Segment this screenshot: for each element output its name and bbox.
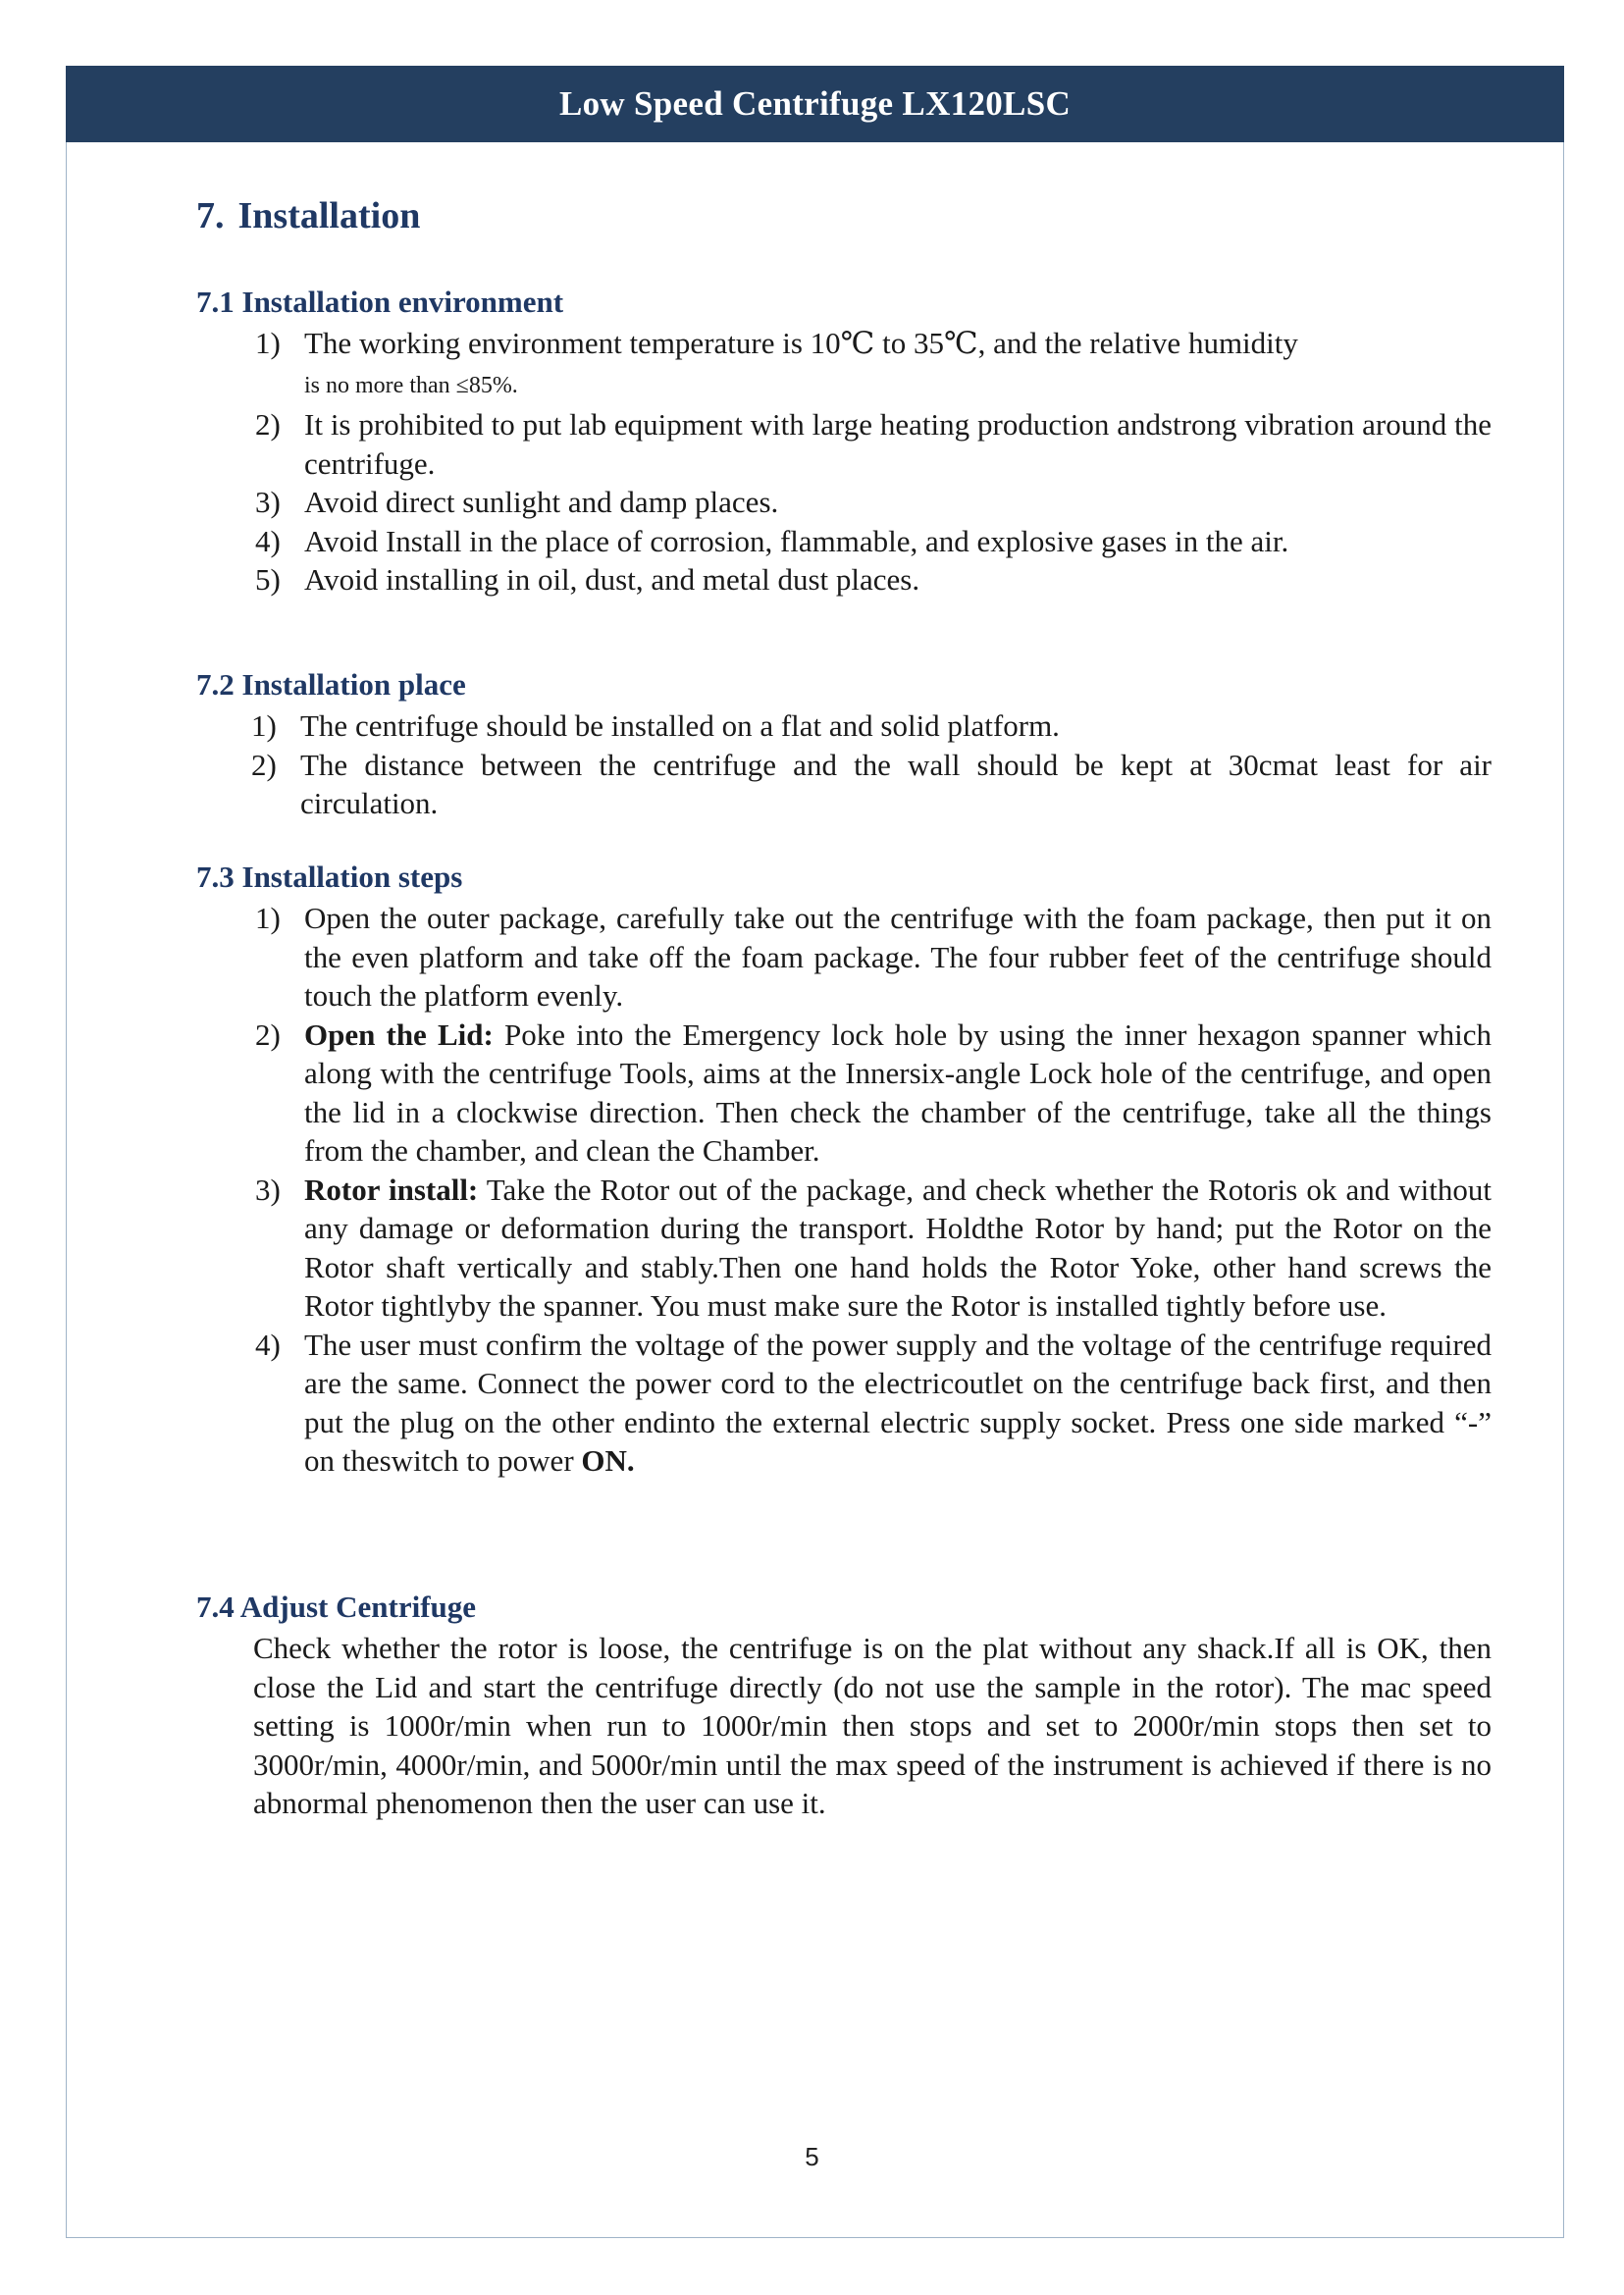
list-marker: 1) <box>255 326 281 360</box>
list-marker: 2) <box>255 1017 281 1052</box>
list-item <box>196 560 1492 600</box>
document-title: Low Speed Centrifuge LX120LSC <box>558 84 1072 123</box>
subsection-adjust-centrifuge <box>196 1590 1492 1823</box>
list-item-text: Avoid Install in the place of corrosion, flammable, and explosive gases in the air. <box>304 523 1289 558</box>
list-item <box>196 899 1492 1016</box>
subsection-title: 7.3 Installation steps <box>196 860 463 894</box>
list-item-text: Open the outer package, carefully take out the centrifuge with the foam package, then put it on the even platform and take off the foam package. The four rubber feet of the centrifuge should touch the platform evenly. <box>304 901 1492 1013</box>
list-item <box>196 706 1492 746</box>
place-list <box>196 706 1492 823</box>
list-item-note: is no more than ≤85%. <box>304 372 518 398</box>
list-item-text: The working environment temperature is 10℃ to 35℃, and the relative humidity <box>304 326 1298 360</box>
list-item <box>196 1016 1492 1171</box>
list-marker: 1) <box>255 901 281 935</box>
list-item-text: Poke into the Emergency lock hole by using the inner hexagon spanner which along with the centrifuge Tools, aims at the Innersix-angle Lock hole of the centrifuge, and open the lid in a clockwise direction. Then check the chamber of the centrifuge, take all the things from the chamber, and clean the Chamber. <box>304 1017 1492 1168</box>
steps-list <box>196 899 1492 1481</box>
list-item <box>196 483 1492 522</box>
list-marker: 2) <box>251 747 277 782</box>
list-item <box>196 746 1492 823</box>
list-item-text: The user must confirm the voltage of the power supply and the voltage of the centrifuge required are the same. Connect the power cord to the electricoutlet on the centrifuge back first, and then put the plug on the other endinto the external electric supply socket. Press one side marked “-” on theswitch to power <box>304 1327 1492 1478</box>
page-number: 5 <box>805 2142 819 2171</box>
adjust-paragraph: Check whether the rotor is loose, the centrifuge is on the plat without any shack.If all is OK, then close the Lid and start the centrifuge directly (do not use the sample in the rotor). The mac speed setting is 1000r/min when run to 1000r/min then stops and set to 2000r/min stops then set to 3000r/min, 4000r/min, and 5000r/min until the max speed of the instrument is achieved if there is no abnormal phenomenon then the user can use it. <box>253 1631 1492 1820</box>
subsection-installation-place <box>196 667 1492 823</box>
list-marker: 5) <box>255 562 281 597</box>
list-item-lead: Open the Lid: <box>304 1017 494 1052</box>
list-item-tail: ON. <box>581 1443 635 1478</box>
list-marker: 3) <box>255 485 281 519</box>
subsection-installation-environment <box>196 285 1492 600</box>
list-marker: 1) <box>251 708 277 743</box>
list-item-text: It is prohibited to put lab equipment with large heating production andstrong vibration around the centrifuge. <box>304 407 1492 481</box>
list-marker: 2) <box>255 407 281 442</box>
subsection-installation-steps <box>196 860 1492 1481</box>
section-heading <box>196 194 420 237</box>
list-item <box>196 1171 1492 1326</box>
subsection-title: 7.1 Installation environment <box>196 285 564 319</box>
list-item-text: The centrifuge should be installed on a flat and solid platform. <box>300 708 1060 743</box>
list-item <box>196 324 1492 405</box>
list-item-text: Avoid installing in oil, dust, and metal dust places. <box>304 562 920 597</box>
list-marker: 4) <box>255 1327 281 1362</box>
list-marker: 4) <box>255 523 281 558</box>
environment-list <box>196 324 1492 600</box>
subsection-title: 7.2 Installation place <box>196 667 466 702</box>
subsection-title: 7.4 Adjust Centrifuge <box>196 1590 477 1624</box>
list-item <box>196 522 1492 561</box>
list-item-lead: Rotor install: <box>304 1172 479 1207</box>
list-item-text: Avoid direct sunlight and damp places. <box>304 485 779 519</box>
list-item-text: Take the Rotor out of the package, and check whether the Rotoris ok and without any damage or deformation during the transport. Holdthe Rotor by hand; put the Rotor on the Rotor shaft vertically and stably.Then one hand holds the Rotor Yoke, other hand screws the Rotor tightlyby the spanner. You must make sure the Rotor is installed tightly before use. <box>304 1172 1492 1323</box>
header-bar <box>66 66 1564 142</box>
list-item <box>196 1326 1492 1481</box>
list-item-text: The distance between the centrifuge and the wall should be kept at 30cmat least for air circulation. <box>300 747 1492 820</box>
list-marker: 3) <box>255 1172 281 1207</box>
list-item <box>196 405 1492 483</box>
section-number: 7. <box>196 195 225 236</box>
section-title: Installation <box>237 195 421 236</box>
